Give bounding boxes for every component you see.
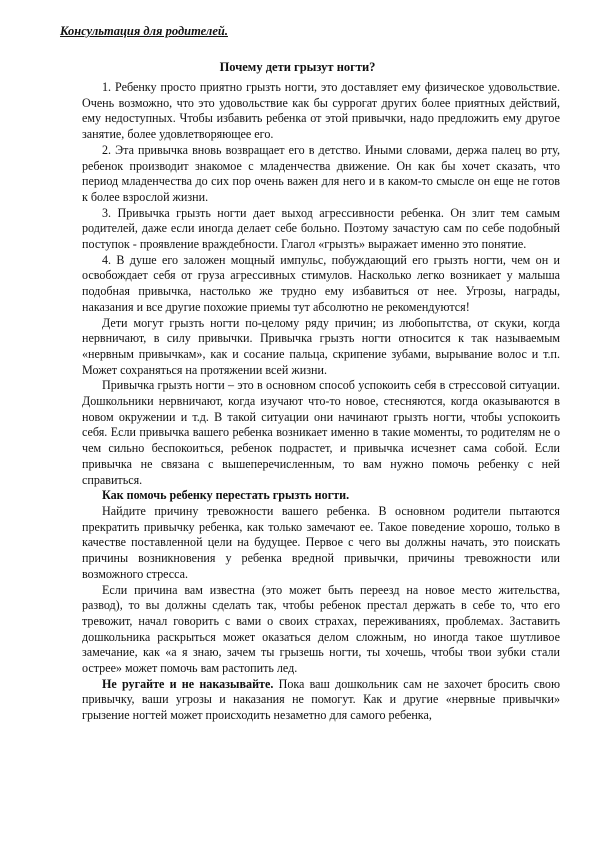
paragraph-4: 4. В душе его заложен мощный импульс, побуждающий его грызть ногти, чем он и освобождает себя от груза агрессивных стимулов. Насколько легко возникает у малыша подобная привычка, настолько же трудно ему избавиться от нее. Угрозы, награды, наказания и все другие похожие приемы тут абсолютно не рекомендуются! bbox=[82, 252, 560, 314]
document-title: Почему дети грызут ногти? bbox=[219, 60, 376, 74]
paragraph-7: Найдите причину тревожности вашего ребенка. В основном родители пытаются прекратить привычку ребенка, как только замечают ее. Такое поведение хорошо, только в качестве поставленной цели на будущее. Первое с чего вы должны начать, это поискать причины возникновения у ребенка вредной привычки, причины тревожности или возможного стресса. bbox=[82, 503, 560, 581]
document-header: Консультация для родителей. bbox=[60, 24, 228, 38]
paragraph-3: 3. Привычка грызть ногти дает выход агрессивности ребенка. Он злит тем самым родителей, даже если иногда делает себе больно. Поэтому зачастую сам по себе подобный поступок - проявление враждебности. Глагол «грызть» выражает именно это понятие. bbox=[82, 205, 560, 252]
paragraph-2: 2. Эта привычка вновь возвращает его в детство. Иными словами, держа палец во рту, ребенок производит знакомое с младенчества движение. Он как бы хочет сказать, что период младенчества до сих пор очень важен для него и в каком-то смысле он еще не готов к более взрослой жизни. bbox=[82, 142, 560, 204]
paragraph-8: Если причина вам известна (это может быть переезд на новое место жительства, развод), то вы должны сделать так, чтобы ребенок престал держать в себе то, что его тревожит, начал говорить с вами о своих страхах, переживаниях, проблемах. Заставить дошкольника раскрыться может оказаться делом сложным, но иногда такое шутливое замечание, как «а я знаю, зачем ты грызешь ногти, ты хочешь, чтобы твои зубки стали острее» может помочь вам растопить лед. bbox=[82, 582, 560, 676]
paragraph-9-text: Пока ваш дошкольник сам не захочет бросить свою привычку, ваши угрозы и наказания не помогут. Как и другие «нервные привычки» грызение ногтей может происходить незаметно для самого ребенка, bbox=[82, 676, 560, 723]
paragraph-9-lead: Не ругайте и не наказывайте. bbox=[102, 676, 274, 691]
subheading: Как помочь ребенку перестать грызть ногти. bbox=[102, 488, 350, 503]
document-body bbox=[82, 80, 560, 724]
paragraph-6: Привычка грызть ногти – это в основном способ успокоить себя в стрессовой ситуации. Дошкольники нервничают, когда изучают что-то новое, стесняются, когда оказываются в новом окружении и т.д. В такой ситуации они начинают грызть ногти, чтобы успокоить себя. Если привычка вашего ребенка возникает именно в такие моменты, то родителям не о чем сильно беспокоиться, ребенок подрастет, и привычка исчезнет сама собой. Если привычка не связана с вышеперечисленным, то вам нужно помочь ребенку с ней справиться. bbox=[82, 378, 560, 487]
paragraph-9 bbox=[82, 677, 560, 724]
paragraph-1: 1. Ребенку просто приятно грызть ногти, это доставляет ему физическое удовольствие. Очень возможно, что это удовольствие как бы суррогат других более приятных действий, ему недоступных. Чтобы избавить ребенка от этой привычки, надо предложить ему другое занятие, более удовлетворяющее его. bbox=[82, 80, 560, 142]
paragraph-5: Дети могут грызть ногти по-целому ряду причин; из любопытства, от скуки, когда нервничают, в силу привычки. Привычка грызть ногти относится к так называемым «нервным привычкам», как и сосание пальца, скрипение зубами, вырывание волос и т.п. Может сохраняться на протяжении всей жизни. bbox=[82, 315, 560, 377]
